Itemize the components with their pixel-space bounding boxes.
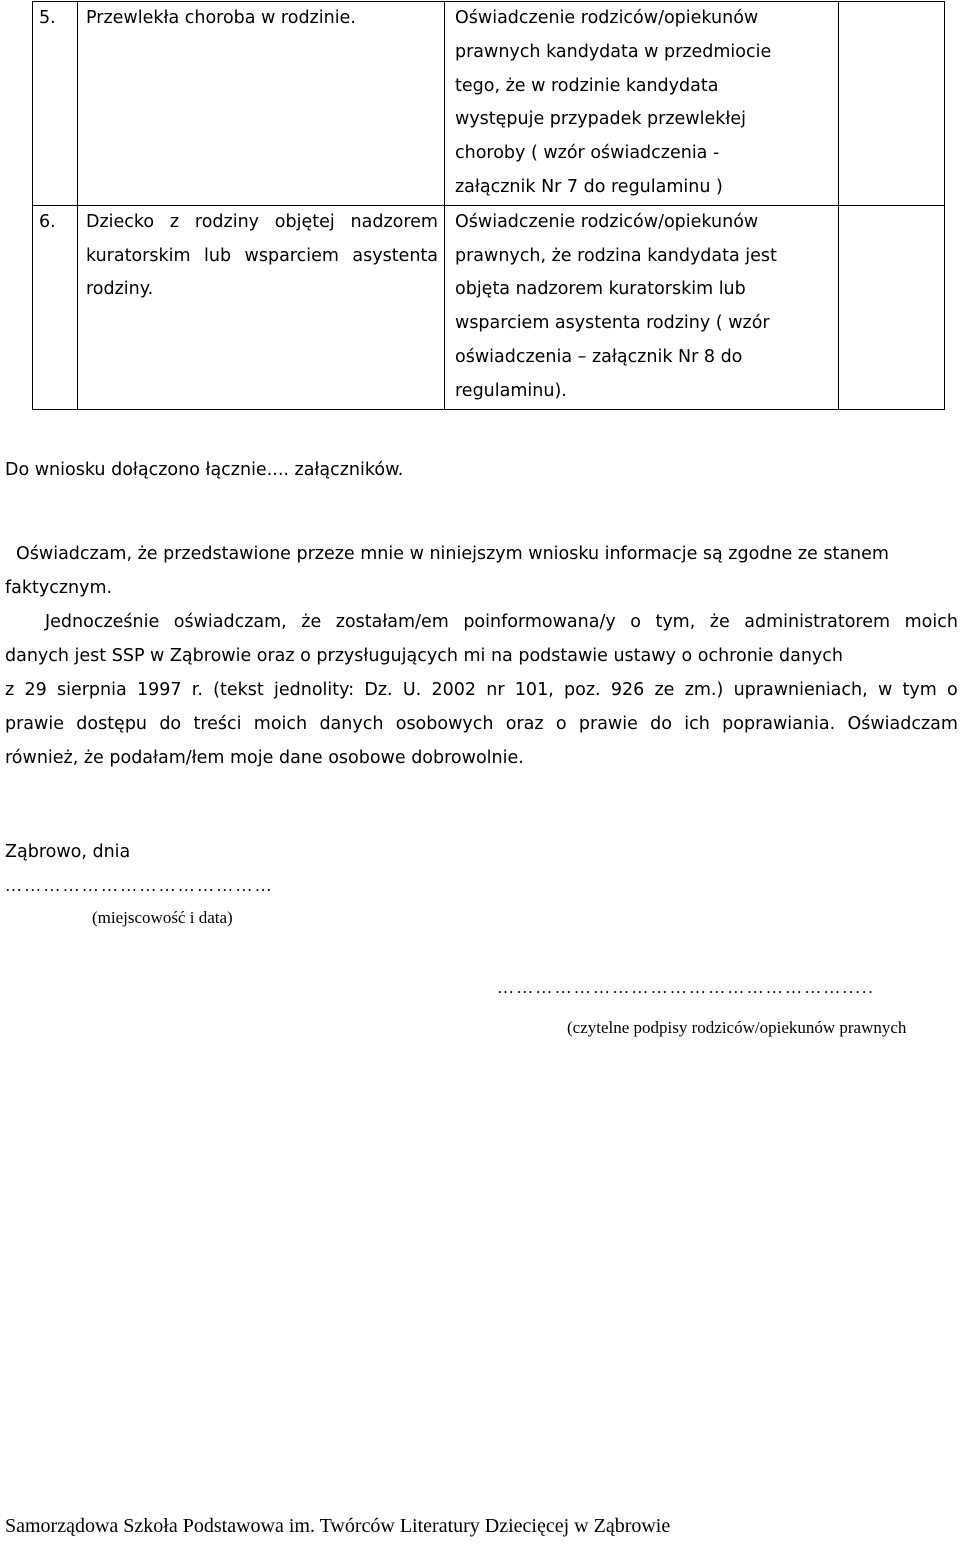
word: tym, [655, 612, 696, 632]
document-line: tego, że w rodzinie kandydata [455, 75, 719, 96]
word: jednolity: [273, 680, 355, 700]
word: o [630, 612, 641, 632]
word: Dz. [364, 680, 393, 700]
document-line: objęta nadzorem kuratorskim lub [455, 279, 746, 300]
table-row [33, 205, 945, 409]
word: Oświadczam [847, 714, 958, 734]
statement-line: Oświadczam, że przedstawione przeze mnie w niniejszym wniosku informacje są zgodne ze stanem [16, 544, 889, 564]
word: 101, [514, 680, 554, 700]
table-row [33, 2, 945, 206]
place-date-field[interactable]: …………………………………… [5, 876, 274, 895]
document-line: występuje przypadek przewlekłej [455, 109, 746, 130]
word: poz. [564, 680, 601, 700]
word: w [877, 680, 893, 700]
word: że [709, 612, 730, 632]
parents-signature-caption: (czytelne podpisy rodziców/opiekunów prawnych [567, 1018, 907, 1037]
row-number: 6. [33, 205, 78, 409]
word: że [301, 612, 322, 632]
word: ich [684, 714, 710, 734]
statement-line: również, że podałam/łem moje dane osobowe dobrowolnie. [5, 748, 524, 768]
document-line: oświadczenia – załącznik Nr 8 do [455, 346, 743, 367]
word: (tekst [213, 680, 264, 700]
word: wsparciem [244, 245, 339, 266]
word: 926 [610, 680, 645, 700]
word: poprawiania. [722, 714, 836, 734]
word: administratorem [744, 612, 891, 632]
word: poinformowana/y [463, 612, 616, 632]
word: nr [486, 680, 505, 700]
criterion-line: Przewlekła choroba w rodzinie. [86, 8, 356, 28]
document-cell [445, 2, 839, 206]
statement-line [5, 673, 958, 707]
word: oświadczam, [173, 612, 287, 632]
parents-signature-field[interactable]: ………………………………………………..... [497, 978, 875, 997]
word: moich [253, 714, 308, 734]
word: objętej [274, 211, 335, 232]
word: asystenta [352, 245, 438, 266]
word: U. [402, 680, 422, 700]
criterion-line [86, 240, 438, 274]
word: do [159, 714, 182, 734]
word: prawie [5, 714, 64, 734]
word: danych [319, 714, 384, 734]
statement-line [5, 605, 958, 639]
word: rodziny [194, 211, 260, 232]
points-cell[interactable] [839, 2, 945, 206]
footer-school-name: Samorządowa Szkoła Podstawowa im. Twórców Literatury Dziecięcej w Ząbrowie [5, 1515, 671, 1537]
document-line: Oświadczenie rodziców/opiekunów [455, 211, 759, 232]
word: kuratorskim [86, 245, 191, 266]
word: nadzorem [350, 211, 438, 232]
word: dostępu [76, 714, 148, 734]
place-date-label: Ząbrowo, dnia [5, 842, 131, 862]
word: uprawnieniach, [733, 680, 868, 700]
word: Dziecko [86, 211, 155, 232]
word: o [947, 680, 958, 700]
word: sierpnia [56, 680, 127, 700]
statement-line: faktycznym. [5, 578, 113, 598]
points-cell[interactable] [839, 205, 945, 409]
word: lub [204, 245, 232, 266]
document-line: załącznik Nr 7 do regulaminu ) [455, 176, 723, 197]
word: 1997 [136, 680, 182, 700]
word: treści [193, 714, 242, 734]
word: prawie [578, 714, 638, 734]
criterion-line: rodziny. [86, 279, 154, 300]
attachments-count-line: Do wniosku dołączono łącznie.... załączników. [5, 460, 404, 480]
word: 2002 [431, 680, 476, 700]
word: z [169, 211, 180, 232]
word: o [555, 714, 567, 734]
statement-line: danych jest SSP w Ząbrowie oraz o przysługujących mi na podstawie ustawy o ochronie danych [5, 646, 843, 666]
word: do [650, 714, 672, 734]
word: osobowych [395, 714, 494, 734]
word: z [5, 680, 15, 700]
statement-line [5, 707, 958, 741]
document-line: Oświadczenie rodziców/opiekunów [455, 8, 759, 28]
word: ze [654, 680, 675, 700]
word: tym [902, 680, 937, 700]
document-line: choroby ( wzór oświadczenia - [455, 143, 720, 164]
document-line: prawnych, że rodzina kandydata jest [455, 245, 777, 266]
declaration-statement [5, 537, 958, 775]
document-line: regulaminu). [455, 380, 567, 401]
word: zostałam/em [335, 612, 449, 632]
criterion-cell [78, 205, 445, 409]
word: zm.) [684, 680, 724, 700]
document-cell [445, 205, 839, 409]
word: 29 [24, 680, 47, 700]
document-line: prawnych kandydata w przedmiocie [455, 41, 772, 62]
word: oraz [505, 714, 544, 734]
criterion-cell [78, 2, 445, 206]
criteria-table [32, 1, 945, 410]
word: moich [904, 612, 958, 632]
word: Jednocześnie [45, 612, 160, 632]
place-date-caption: (miejscowość i data) [92, 908, 233, 927]
word: r. [191, 680, 203, 700]
row-number: 5. [33, 2, 78, 206]
criterion-line [86, 206, 438, 240]
document-line: wsparciem asystenta rodziny ( wzór [455, 313, 770, 334]
